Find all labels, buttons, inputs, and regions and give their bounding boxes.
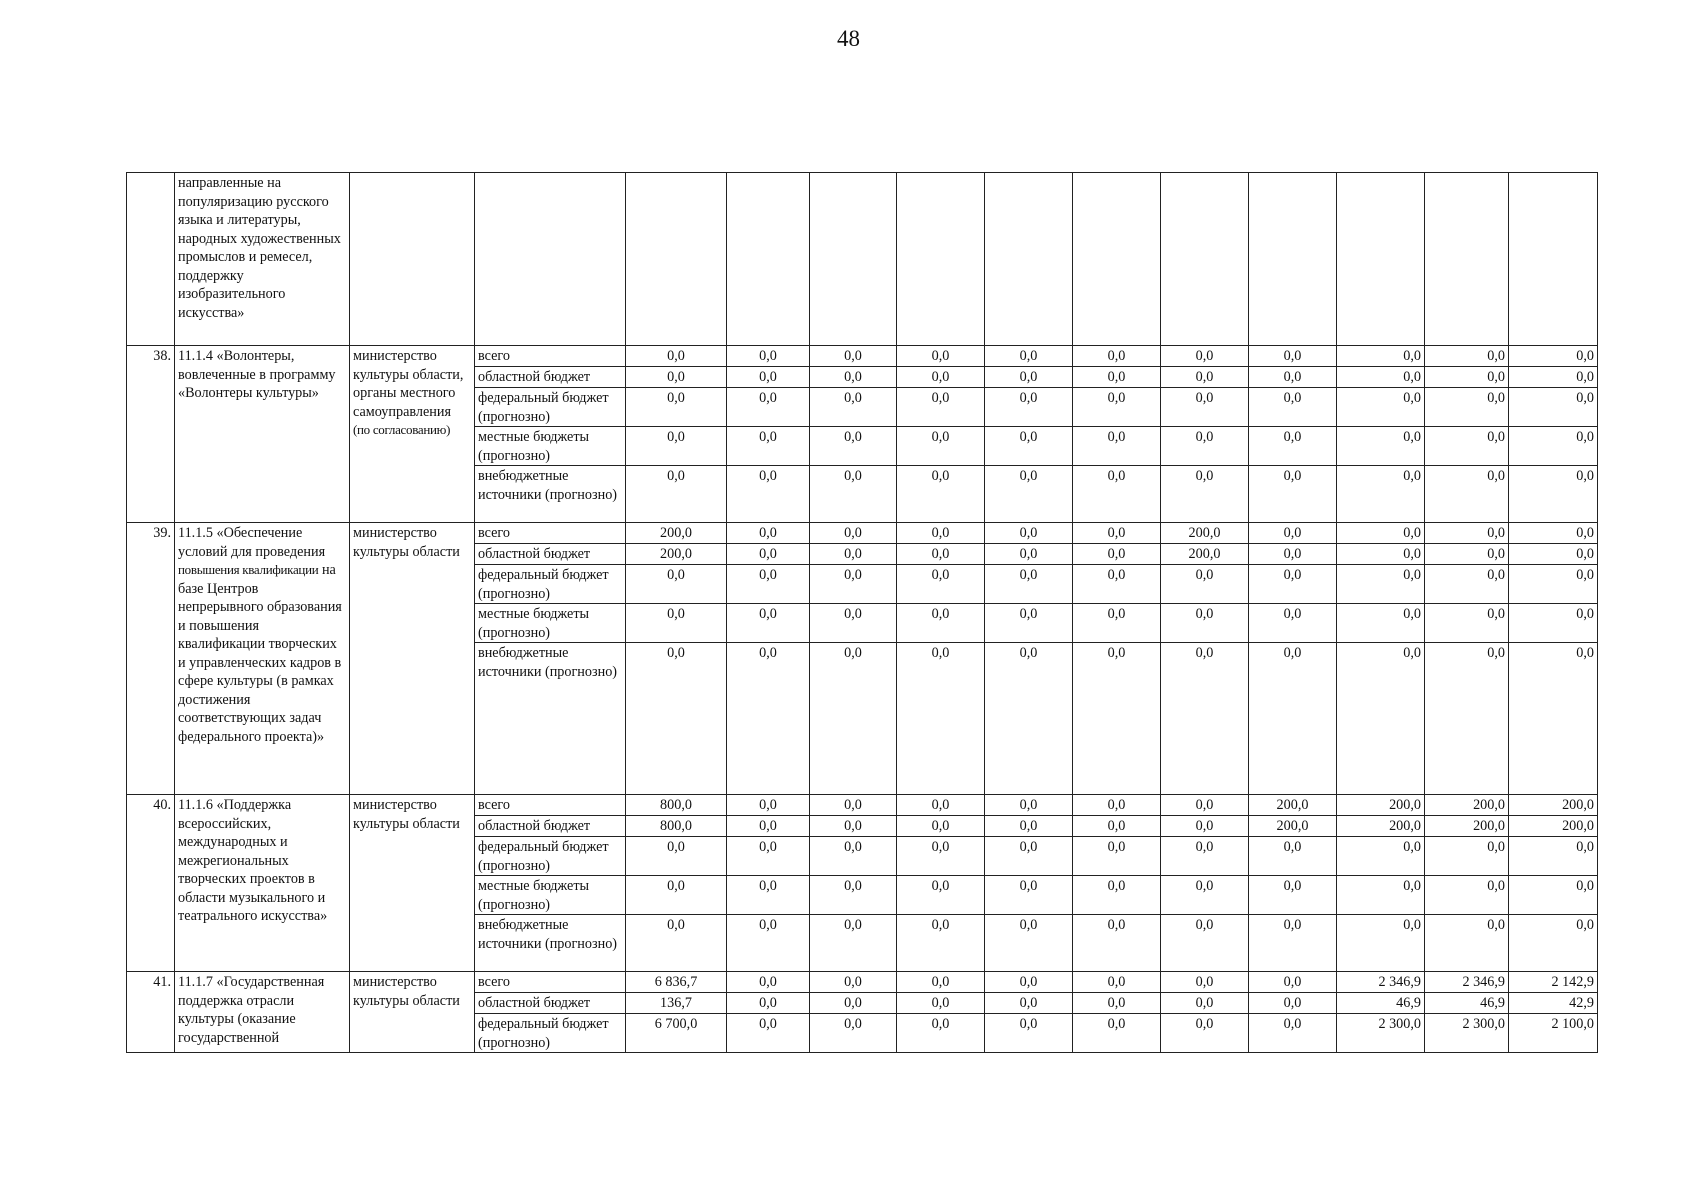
amount-cell: 0,0 — [727, 837, 810, 876]
amount-cell: 0,0 — [1073, 388, 1161, 427]
amount-cell: 0,0 — [1161, 427, 1249, 466]
amount-cell: 0,0 — [1073, 544, 1161, 565]
table-row — [127, 523, 1598, 544]
amount-cell: 0,0 — [1073, 837, 1161, 876]
executor — [350, 972, 475, 1053]
amount-cell: 0,0 — [1073, 795, 1161, 816]
source-cell — [475, 173, 626, 346]
amount-cell: 0,0 — [1249, 346, 1337, 367]
amount-cell: 0,0 — [985, 544, 1073, 565]
amount-cell: 0,0 — [810, 876, 897, 915]
funding-source: местные бюджеты (прогнозно) — [475, 876, 626, 915]
event-name — [175, 795, 350, 972]
funding-source: областной бюджет — [475, 993, 626, 1014]
amount-cell: 0,0 — [1073, 972, 1161, 993]
amount-cell: 0,0 — [727, 367, 810, 388]
amount-cell: 0,0 — [1249, 367, 1337, 388]
amount-cell: 0,0 — [1161, 816, 1249, 837]
amount-cell: 0,0 — [1249, 972, 1337, 993]
amount-cell: 0,0 — [1161, 876, 1249, 915]
amount-cell: 0,0 — [626, 565, 727, 604]
amount-cell: 0,0 — [1509, 915, 1598, 972]
value-cell — [1161, 173, 1249, 346]
amount-cell: 0,0 — [1337, 565, 1425, 604]
amount-cell: 0,0 — [897, 388, 985, 427]
amount-cell: 200,0 — [1509, 816, 1598, 837]
amount-cell: 0,0 — [1161, 795, 1249, 816]
amount-cell: 0,0 — [985, 915, 1073, 972]
amount-cell: 0,0 — [810, 993, 897, 1014]
amount-cell: 0,0 — [810, 388, 897, 427]
amount-cell: 0,0 — [1161, 346, 1249, 367]
amount-cell: 0,0 — [1249, 388, 1337, 427]
row-index: 39. — [127, 523, 175, 795]
amount-cell: 0,0 — [810, 1014, 897, 1053]
amount-cell: 0,0 — [985, 367, 1073, 388]
amount-cell: 0,0 — [1073, 565, 1161, 604]
amount-cell: 0,0 — [1249, 604, 1337, 643]
amount-cell: 0,0 — [626, 388, 727, 427]
amount-cell: 0,0 — [626, 466, 727, 523]
amount-cell: 2 100,0 — [1509, 1014, 1598, 1053]
event-name-text: 11.1.4 «Волонтеры, вовлеченные в программу «Волонтеры культуры» — [178, 348, 336, 401]
amount-cell: 0,0 — [1337, 346, 1425, 367]
funding-source: всего — [475, 346, 626, 367]
row-index: 40. — [127, 795, 175, 972]
amount-cell: 2 142,9 — [1509, 972, 1598, 993]
event-name-text: 11.1.7 «Государственная поддержка отрасли культуры (оказание государственной — [178, 974, 325, 1046]
amount-cell: 0,0 — [1337, 643, 1425, 795]
amount-cell: 0,0 — [810, 466, 897, 523]
amount-cell: 0,0 — [1161, 604, 1249, 643]
amount-cell: 0,0 — [1425, 837, 1509, 876]
amount-cell: 0,0 — [897, 993, 985, 1014]
value-cell — [1073, 173, 1161, 346]
amount-cell: 0,0 — [985, 837, 1073, 876]
amount-cell: 0,0 — [897, 837, 985, 876]
amount-cell: 0,0 — [1073, 876, 1161, 915]
amount-cell: 0,0 — [810, 367, 897, 388]
event-name-rest: на базе Центров непрерывного образования и повышения квалификации творческих и управленческих кадров в сфере культуры (в рамках достижения соответствующих задач федерального проекта)» — [178, 562, 342, 745]
amount-cell: 0,0 — [1509, 604, 1598, 643]
amount-cell: 0,0 — [985, 795, 1073, 816]
amount-cell: 0,0 — [626, 876, 727, 915]
amount-cell: 2 346,9 — [1337, 972, 1425, 993]
row-index: 41. — [127, 972, 175, 1053]
table-row — [127, 346, 1598, 367]
funding-source: федеральный бюджет (прогнозно) — [475, 565, 626, 604]
amount-cell: 0,0 — [1425, 388, 1509, 427]
amount-cell: 0,0 — [985, 346, 1073, 367]
amount-cell: 0,0 — [727, 544, 810, 565]
executor-text: министерство культуры области — [353, 797, 460, 832]
amount-cell: 0,0 — [1509, 544, 1598, 565]
value-cell — [1425, 173, 1509, 346]
amount-cell: 0,0 — [810, 544, 897, 565]
amount-cell: 0,0 — [810, 795, 897, 816]
amount-cell: 0,0 — [1161, 972, 1249, 993]
amount-cell: 200,0 — [1161, 544, 1249, 565]
amount-cell: 0,0 — [897, 795, 985, 816]
amount-cell: 0,0 — [626, 427, 727, 466]
amount-cell: 0,0 — [897, 565, 985, 604]
amount-cell: 0,0 — [1073, 427, 1161, 466]
amount-cell: 0,0 — [985, 388, 1073, 427]
amount-cell: 0,0 — [1249, 837, 1337, 876]
value-cell — [1337, 173, 1425, 346]
amount-cell: 200,0 — [626, 544, 727, 565]
value-cell — [810, 173, 897, 346]
amount-cell: 0,0 — [727, 388, 810, 427]
event-name-condensed: повышения квалификации — [178, 562, 319, 577]
amount-cell: 200,0 — [1425, 795, 1509, 816]
amount-cell: 0,0 — [1509, 367, 1598, 388]
amount-cell: 6 700,0 — [626, 1014, 727, 1053]
amount-cell: 0,0 — [985, 643, 1073, 795]
amount-cell: 0,0 — [1249, 1014, 1337, 1053]
amount-cell: 0,0 — [626, 643, 727, 795]
amount-cell: 0,0 — [727, 346, 810, 367]
amount-cell: 0,0 — [1509, 427, 1598, 466]
amount-cell: 0,0 — [1425, 876, 1509, 915]
amount-cell: 0,0 — [1161, 466, 1249, 523]
amount-cell: 0,0 — [1337, 604, 1425, 643]
value-cell — [1249, 173, 1337, 346]
amount-cell: 0,0 — [810, 523, 897, 544]
funding-source: федеральный бюджет (прогнозно) — [475, 1014, 626, 1053]
amount-cell: 0,0 — [1425, 544, 1509, 565]
amount-cell: 0,0 — [727, 972, 810, 993]
amount-cell: 0,0 — [897, 604, 985, 643]
amount-cell: 0,0 — [810, 565, 897, 604]
event-name-text: 11.1.6 «Поддержка всероссийских, международных и межрегиональных творческих проектов в области музыкального и театрального искусства» — [178, 797, 328, 924]
amount-cell: 0,0 — [810, 972, 897, 993]
amount-cell: 6 836,7 — [626, 972, 727, 993]
amount-cell: 0,0 — [810, 915, 897, 972]
executor — [350, 346, 475, 523]
amount-cell: 0,0 — [1161, 1014, 1249, 1053]
amount-cell: 0,0 — [985, 1014, 1073, 1053]
amount-cell: 0,0 — [810, 427, 897, 466]
amount-cell: 0,0 — [727, 604, 810, 643]
funding-source: федеральный бюджет (прогнозно) — [475, 837, 626, 876]
amount-cell: 0,0 — [626, 604, 727, 643]
value-cell — [897, 173, 985, 346]
executor-text: министерство культуры области, органы местного самоуправления — [353, 348, 464, 420]
table-row — [127, 795, 1598, 816]
amount-cell: 0,0 — [1073, 367, 1161, 388]
event-name-cell: направленные на популяризацию русского языка и литературы, народных художественных промыслов и ремесел, поддержку изобразительного искусства» — [175, 173, 350, 346]
amount-cell: 0,0 — [1425, 604, 1509, 643]
amount-cell: 0,0 — [985, 876, 1073, 915]
funding-source: федеральный бюджет (прогнозно) — [475, 388, 626, 427]
amount-cell: 0,0 — [810, 604, 897, 643]
amount-cell: 0,0 — [1161, 837, 1249, 876]
amount-cell: 0,0 — [1509, 346, 1598, 367]
amount-cell: 800,0 — [626, 816, 727, 837]
amount-cell: 200,0 — [1337, 795, 1425, 816]
amount-cell: 0,0 — [1249, 544, 1337, 565]
executor-text: министерство культуры области — [353, 525, 460, 560]
table-row-continuation — [127, 173, 1598, 346]
amount-cell: 0,0 — [985, 972, 1073, 993]
amount-cell: 0,0 — [727, 643, 810, 795]
amount-cell: 800,0 — [626, 795, 727, 816]
amount-cell: 0,0 — [1337, 837, 1425, 876]
amount-cell: 0,0 — [1425, 565, 1509, 604]
funding-source: всего — [475, 523, 626, 544]
amount-cell: 0,0 — [897, 367, 985, 388]
amount-cell: 42,9 — [1509, 993, 1598, 1014]
amount-cell: 0,0 — [727, 427, 810, 466]
funding-source: областной бюджет — [475, 816, 626, 837]
funding-source: внебюджетные источники (прогнозно) — [475, 915, 626, 972]
amount-cell: 0,0 — [727, 816, 810, 837]
executor-note: (по согласованию) — [353, 422, 451, 437]
amount-cell: 0,0 — [1073, 604, 1161, 643]
amount-cell: 0,0 — [1509, 876, 1598, 915]
table-body — [127, 173, 1598, 1053]
budget-table — [126, 172, 1598, 1053]
amount-cell: 200,0 — [1249, 795, 1337, 816]
index-cell — [127, 173, 175, 346]
amount-cell: 0,0 — [897, 523, 985, 544]
amount-cell: 0,0 — [985, 993, 1073, 1014]
amount-cell: 0,0 — [1073, 346, 1161, 367]
amount-cell: 0,0 — [1161, 643, 1249, 795]
amount-cell: 0,0 — [1073, 466, 1161, 523]
amount-cell: 0,0 — [1337, 544, 1425, 565]
amount-cell: 0,0 — [727, 1014, 810, 1053]
amount-cell: 0,0 — [1425, 427, 1509, 466]
amount-cell: 200,0 — [1337, 816, 1425, 837]
amount-cell: 0,0 — [1161, 915, 1249, 972]
amount-cell: 0,0 — [727, 876, 810, 915]
event-name — [175, 523, 350, 795]
executor-cell — [350, 173, 475, 346]
amount-cell: 0,0 — [897, 544, 985, 565]
amount-cell: 0,0 — [1249, 876, 1337, 915]
amount-cell: 0,0 — [1161, 367, 1249, 388]
amount-cell: 0,0 — [1509, 643, 1598, 795]
amount-cell: 0,0 — [1509, 466, 1598, 523]
event-name-text: 11.1.5 «Обеспечение условий для проведения — [178, 525, 326, 560]
amount-cell: 0,0 — [727, 523, 810, 544]
amount-cell: 0,0 — [810, 837, 897, 876]
row-index: 38. — [127, 346, 175, 523]
amount-cell: 0,0 — [1161, 993, 1249, 1014]
amount-cell: 0,0 — [1425, 466, 1509, 523]
executor — [350, 795, 475, 972]
executor — [350, 523, 475, 795]
table-row — [127, 972, 1598, 993]
value-cell — [626, 173, 727, 346]
amount-cell: 0,0 — [1249, 565, 1337, 604]
amount-cell: 0,0 — [1509, 565, 1598, 604]
amount-cell: 200,0 — [1425, 816, 1509, 837]
amount-cell: 0,0 — [1161, 565, 1249, 604]
amount-cell: 0,0 — [1073, 523, 1161, 544]
funding-source: всего — [475, 795, 626, 816]
amount-cell: 0,0 — [1337, 915, 1425, 972]
funding-source: местные бюджеты (прогнозно) — [475, 427, 626, 466]
amount-cell: 0,0 — [1337, 388, 1425, 427]
amount-cell: 0,0 — [626, 346, 727, 367]
event-name — [175, 346, 350, 523]
value-cell — [985, 173, 1073, 346]
amount-cell: 0,0 — [1249, 427, 1337, 466]
amount-cell: 0,0 — [1249, 523, 1337, 544]
amount-cell: 2 346,9 — [1425, 972, 1509, 993]
amount-cell: 0,0 — [1425, 367, 1509, 388]
amount-cell: 0,0 — [727, 466, 810, 523]
amount-cell: 0,0 — [1073, 993, 1161, 1014]
amount-cell: 0,0 — [1249, 993, 1337, 1014]
amount-cell: 2 300,0 — [1337, 1014, 1425, 1053]
amount-cell: 0,0 — [897, 466, 985, 523]
funding-source: местные бюджеты (прогнозно) — [475, 604, 626, 643]
amount-cell: 0,0 — [985, 523, 1073, 544]
amount-cell: 0,0 — [810, 643, 897, 795]
amount-cell: 0,0 — [897, 427, 985, 466]
amount-cell: 0,0 — [727, 993, 810, 1014]
amount-cell: 0,0 — [1337, 523, 1425, 544]
amount-cell: 0,0 — [1425, 915, 1509, 972]
amount-cell: 0,0 — [897, 876, 985, 915]
amount-cell: 2 300,0 — [1425, 1014, 1509, 1053]
amount-cell: 0,0 — [1425, 346, 1509, 367]
event-name — [175, 972, 350, 1053]
amount-cell: 136,7 — [626, 993, 727, 1014]
amount-cell: 0,0 — [985, 604, 1073, 643]
amount-cell: 0,0 — [810, 346, 897, 367]
amount-cell: 0,0 — [897, 816, 985, 837]
amount-cell: 0,0 — [1161, 388, 1249, 427]
amount-cell: 46,9 — [1337, 993, 1425, 1014]
amount-cell: 0,0 — [626, 915, 727, 972]
amount-cell: 0,0 — [727, 565, 810, 604]
amount-cell: 0,0 — [1249, 643, 1337, 795]
amount-cell: 0,0 — [1337, 876, 1425, 915]
amount-cell: 0,0 — [1337, 466, 1425, 523]
amount-cell: 200,0 — [1249, 816, 1337, 837]
amount-cell: 0,0 — [985, 565, 1073, 604]
amount-cell: 0,0 — [1249, 915, 1337, 972]
funding-source: областной бюджет — [475, 544, 626, 565]
amount-cell: 0,0 — [1509, 837, 1598, 876]
amount-cell: 0,0 — [1073, 915, 1161, 972]
page-number: 48 — [837, 26, 860, 51]
amount-cell: 200,0 — [626, 523, 727, 544]
amount-cell: 0,0 — [727, 795, 810, 816]
amount-cell: 0,0 — [626, 837, 727, 876]
amount-cell: 0,0 — [1073, 1014, 1161, 1053]
amount-cell: 0,0 — [985, 466, 1073, 523]
amount-cell: 200,0 — [1509, 795, 1598, 816]
amount-cell: 0,0 — [897, 1014, 985, 1053]
funding-source: внебюджетные источники (прогнозно) — [475, 466, 626, 523]
amount-cell: 0,0 — [1337, 367, 1425, 388]
amount-cell: 0,0 — [1425, 523, 1509, 544]
amount-cell: 0,0 — [985, 427, 1073, 466]
amount-cell: 0,0 — [1073, 816, 1161, 837]
amount-cell: 0,0 — [1073, 643, 1161, 795]
amount-cell: 0,0 — [897, 915, 985, 972]
funding-source: областной бюджет — [475, 367, 626, 388]
amount-cell: 0,0 — [897, 643, 985, 795]
amount-cell: 200,0 — [1161, 523, 1249, 544]
amount-cell: 0,0 — [810, 816, 897, 837]
amount-cell: 0,0 — [897, 972, 985, 993]
value-cell — [1509, 173, 1598, 346]
amount-cell: 0,0 — [897, 346, 985, 367]
amount-cell: 0,0 — [1509, 388, 1598, 427]
amount-cell: 46,9 — [1425, 993, 1509, 1014]
amount-cell: 0,0 — [985, 816, 1073, 837]
amount-cell: 0,0 — [626, 367, 727, 388]
funding-source: внебюджетные источники (прогнозно) — [475, 643, 626, 795]
value-cell — [727, 173, 810, 346]
amount-cell: 0,0 — [1337, 427, 1425, 466]
funding-source: всего — [475, 972, 626, 993]
amount-cell: 0,0 — [1425, 643, 1509, 795]
amount-cell: 0,0 — [1509, 523, 1598, 544]
executor-text: министерство культуры области — [353, 974, 460, 1009]
amount-cell: 0,0 — [1249, 466, 1337, 523]
amount-cell: 0,0 — [727, 915, 810, 972]
